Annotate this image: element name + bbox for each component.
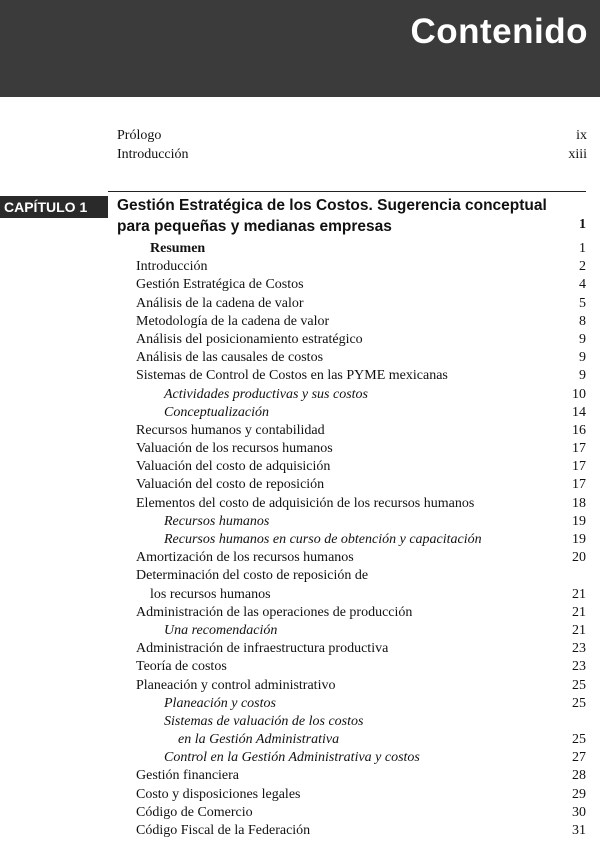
contents-header-bar bbox=[0, 0, 600, 97]
toc-subentry bbox=[136, 531, 586, 549]
toc-entry bbox=[136, 549, 586, 567]
toc-entry-text: Valuación del costo de adquisición bbox=[136, 459, 331, 475]
toc-entry-text: Código Fiscal de la Federación bbox=[136, 823, 311, 838]
chapter-title: Gestión Estratégica de los Costos. Sugerencia conceptual para pequeñas y medianas empresas bbox=[117, 197, 547, 235]
toc-entry-text: Introducción bbox=[136, 259, 208, 275]
toc-subentry bbox=[136, 622, 586, 640]
toc-entry-page: 19 bbox=[572, 532, 586, 547]
toc-entry-text: Sistemas de valuación de los costos bbox=[164, 713, 364, 729]
toc-entry-page: 17 bbox=[572, 459, 586, 475]
toc-entry bbox=[136, 295, 586, 313]
toc-entry bbox=[136, 331, 586, 349]
toc-entry-page: 29 bbox=[572, 786, 586, 802]
toc-entry-text: Resumen bbox=[150, 241, 206, 256]
toc-entry-text: Código de Comercio bbox=[136, 804, 253, 820]
toc-entry bbox=[136, 640, 586, 658]
toc-subentry bbox=[136, 404, 586, 422]
toc-entry-page: 20 bbox=[572, 550, 586, 566]
toc-entry-page: 21 bbox=[572, 604, 586, 620]
toc-entry bbox=[136, 604, 586, 622]
toc-entry-page: 21 bbox=[572, 586, 586, 602]
front-matter-label: Introducción bbox=[117, 147, 189, 162]
toc-entry bbox=[136, 258, 586, 276]
toc-entry-text bbox=[136, 367, 448, 385]
toc-entry-text: Actividades productivas y sus costos bbox=[164, 386, 369, 402]
toc-entry-text: Administración de las operaciones de producción bbox=[136, 604, 413, 620]
toc-entry bbox=[136, 440, 586, 458]
toc-entry-text: Recursos humanos y contabilidad bbox=[136, 422, 325, 438]
toc-entry-page: 1 bbox=[579, 241, 586, 256]
toc-entry-page: 4 bbox=[579, 277, 586, 293]
chapter-badge: CAPÍTULO 1 bbox=[0, 196, 108, 218]
toc-entry bbox=[136, 349, 586, 367]
toc-entry-continuation bbox=[136, 586, 586, 604]
toc-entry-text: Análisis de las causales de costos bbox=[136, 350, 324, 366]
toc-entry-page: 31 bbox=[572, 823, 586, 838]
toc-entry-text: Costo y disposiciones legales bbox=[136, 786, 301, 802]
toc-entry-text: en la Gestión Administrativa bbox=[178, 732, 340, 748]
toc-entry bbox=[136, 476, 586, 494]
toc-subentry bbox=[136, 713, 586, 731]
toc-entry-page: 23 bbox=[572, 659, 586, 675]
toc-entry bbox=[136, 658, 586, 676]
toc-entry bbox=[136, 422, 586, 440]
toc-entry-text: Administración de infraestructura productiva bbox=[136, 641, 389, 657]
toc-entry-page: 9 bbox=[579, 350, 586, 366]
toc-subentry bbox=[136, 749, 586, 767]
toc-entry-text: Planeación y control administrativo bbox=[136, 677, 336, 693]
toc-entry bbox=[136, 767, 586, 785]
toc-entry-page: 30 bbox=[572, 804, 586, 820]
toc-entry-page: 21 bbox=[572, 622, 586, 638]
toc-entry-page: 19 bbox=[572, 513, 586, 529]
toc-entry-text: Amortización de los recursos humanos bbox=[136, 550, 354, 566]
toc-entry bbox=[136, 804, 586, 822]
toc-entry-text-part: Sistemas de Control de Costos en las bbox=[136, 368, 347, 384]
toc-entry bbox=[136, 240, 586, 258]
toc-entry-page: 25 bbox=[572, 732, 586, 748]
toc-entry bbox=[136, 567, 586, 585]
toc-entry-page: 10 bbox=[572, 386, 586, 402]
front-matter-page: xiii bbox=[568, 147, 587, 162]
toc-entry-page: 5 bbox=[579, 295, 586, 311]
toc-entry bbox=[136, 786, 586, 804]
toc-entry-page: 16 bbox=[572, 422, 586, 438]
toc-entry bbox=[136, 276, 586, 294]
toc-entry-text: Análisis de la cadena de valor bbox=[136, 295, 304, 311]
toc-entry-text: Análisis del posicionamiento estratégico bbox=[136, 331, 363, 347]
toc-entry-page: 14 bbox=[572, 404, 586, 420]
toc-entry-text: Gestión Estratégica de Costos bbox=[136, 277, 304, 293]
toc-entry-text: Teoría de costos bbox=[136, 659, 227, 675]
toc-entry-text: los recursos humanos bbox=[150, 586, 271, 602]
toc-entry-text: Recursos humanos en curso de obtención y capacitación bbox=[164, 532, 482, 547]
toc-subentry bbox=[136, 513, 586, 531]
toc-entry bbox=[136, 367, 586, 385]
toc-entry-page: 23 bbox=[572, 641, 586, 657]
front-matter-page: ix bbox=[576, 128, 587, 143]
toc-entry bbox=[136, 677, 586, 695]
toc-entry bbox=[136, 495, 586, 513]
chapter-divider bbox=[108, 191, 586, 192]
toc-entry-page: 25 bbox=[572, 695, 586, 711]
toc-entry-text: Valuación del costo de reposición bbox=[136, 477, 325, 493]
toc-subentry-continuation bbox=[136, 731, 586, 749]
toc-entry-text: Valuación de los recursos humanos bbox=[136, 441, 333, 457]
toc-subentry bbox=[136, 386, 586, 404]
toc-entry-text: Planeación y costos bbox=[164, 695, 276, 711]
chapter-page: 1 bbox=[579, 217, 586, 232]
toc-list bbox=[136, 240, 586, 840]
front-matter-label: Prólogo bbox=[117, 128, 162, 143]
toc-entry-page: 25 bbox=[572, 677, 586, 693]
toc-entry-page: 17 bbox=[572, 477, 586, 493]
pyme-abbreviation: PYME bbox=[346, 368, 386, 384]
toc-entry-page: 2 bbox=[579, 259, 586, 275]
toc-entry bbox=[136, 458, 586, 476]
toc-entry-text: Metodología de la cadena de valor bbox=[136, 313, 330, 329]
toc-entry-page: 9 bbox=[579, 368, 586, 384]
toc-entry-page: 27 bbox=[572, 750, 586, 766]
toc-entry-text: Recursos humanos bbox=[164, 513, 270, 529]
toc-entry-page: 18 bbox=[572, 495, 586, 511]
toc-entry-text: Conceptualización bbox=[164, 404, 269, 420]
toc-entry-page: 28 bbox=[572, 768, 586, 784]
toc-entry-page: 9 bbox=[579, 331, 586, 347]
toc-entry bbox=[136, 822, 586, 840]
toc-subentry bbox=[136, 695, 586, 713]
toc-entry-text: Una recomendación bbox=[164, 622, 278, 638]
toc-entry bbox=[136, 313, 586, 331]
page-title: Contenido bbox=[410, 12, 588, 51]
toc-entry-page: 17 bbox=[572, 441, 586, 457]
toc-entry-page: 8 bbox=[579, 313, 586, 329]
toc-entry-text-part: mexicanas bbox=[385, 368, 448, 384]
toc-entry-text: Control en la Gestión Administrativa y costos bbox=[164, 750, 420, 766]
toc-entry-text: Determinación del costo de reposición de bbox=[136, 568, 369, 584]
toc-entry-text: Gestión financiera bbox=[136, 768, 240, 784]
toc-entry-text: Elementos del costo de adquisición de los recursos humanos bbox=[136, 495, 475, 511]
